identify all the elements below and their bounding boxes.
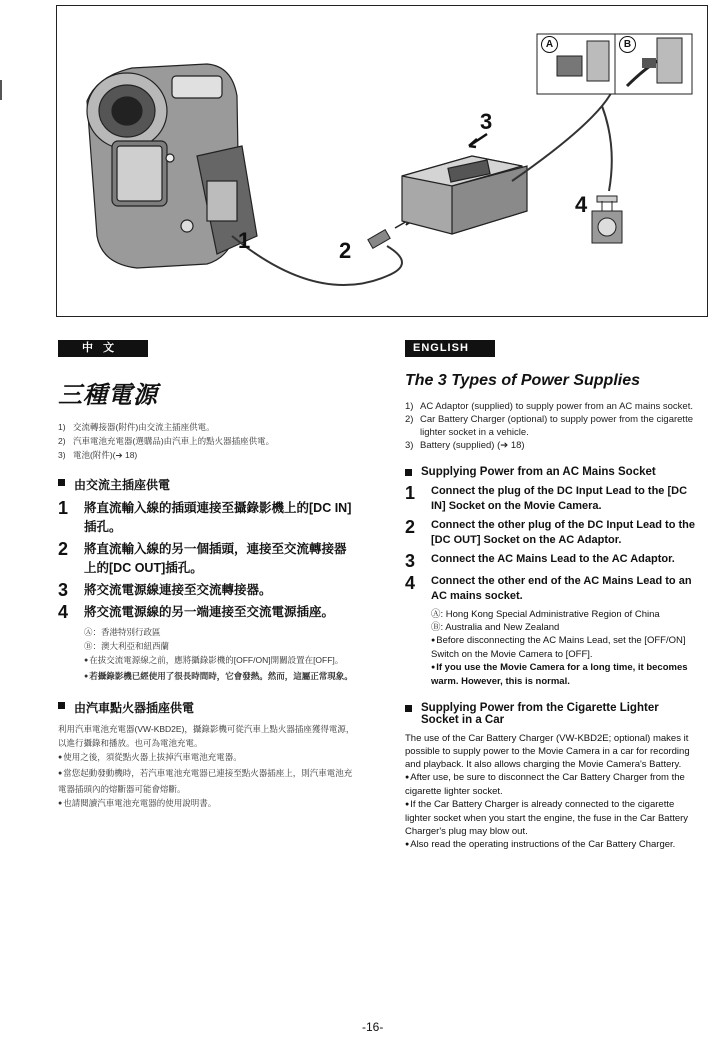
zh-section-ac: [58, 476, 358, 493]
callout-1: 1: [238, 228, 251, 253]
zh-step-text: 將交流電源線的另一端連接至交流電源插座。: [84, 605, 335, 619]
zh-intro-text-1: 交流轉接器(附件)由交流主插座供電。: [73, 422, 215, 432]
en-step-text: Connect the other end of the AC Mains Lead to an AC mains socket.: [431, 575, 692, 602]
en-intro-key-2: 2): [405, 414, 414, 425]
zh-step-2: [58, 540, 358, 578]
en-note-disconnect: ● Before disconnecting the AC Mains Lead, set the [OFF/ON] Switch on the Movie Camera to [OFF].: [431, 634, 697, 661]
en-intro-list: [405, 400, 697, 452]
ac-mains-lead-b: [602, 106, 612, 191]
en-intro-text-2: Car Battery Charger (optional) to supply power from the cigarette lighter socket in a vehicle.: [420, 414, 693, 438]
zh-title: 三種電源: [58, 382, 158, 409]
en-section-ac: [405, 466, 697, 478]
lang-tab-english: ENGLISH: [405, 340, 495, 357]
en-car-note-2: ● If the Car Battery Charger is already connected to the cigarette lighter socket when you start the engine, the fuse in the Car Battery Charger's plug may blow out.: [405, 798, 697, 838]
en-intro-text-1: AC Adaptor (supplied) to supply power from an AC mains socket.: [420, 401, 693, 412]
en-note-region-a: Ⓐ: Hong Kong Special Administrative Region of China: [431, 609, 660, 620]
zh-step-text: 將直流輸入線的另一個插頭，連接至交流轉接器上的[DC OUT]插孔。: [84, 542, 347, 575]
zh-step-number: 4: [58, 602, 69, 622]
power-connection-illustration: [57, 6, 708, 317]
zh-section-car: [58, 699, 358, 716]
zh-section-car-title: 由汽車點火器插座供電: [74, 701, 195, 715]
en-step-number: 1: [405, 483, 416, 503]
zh-intro-list: [58, 420, 358, 462]
page-edge-mark: [0, 80, 6, 100]
en-step-3: [405, 552, 697, 570]
zh-step-4-notes: [84, 625, 358, 685]
en-intro-key-1: 1): [405, 401, 414, 412]
zh-intro-text-2: 汽車電池充電器(選購品)由汽車上的點火器插座供電。: [73, 436, 275, 446]
en-car-note-1: ● After use, be sure to disconnect the Car Battery Charger from the cigarette lighter socket.: [405, 771, 697, 798]
zh-intro-key-1: 1): [58, 422, 66, 432]
en-step-4-notes: [431, 608, 697, 688]
zh-step-3: [58, 581, 358, 600]
en-section-car: [405, 702, 697, 726]
en-intro-text-3: Battery (supplied) (➔ 18): [420, 440, 525, 451]
lang-tab-chinese: 中文: [58, 340, 148, 357]
en-section-ac-title: Supplying Power from an AC Mains Socket: [421, 466, 656, 478]
zh-note-disconnect: ● 在拔交流電源線之前，應將攝錄影機的[OFF/ON]開關設置在[OFF]。: [84, 653, 358, 669]
zh-step-text: 將直流輸入線的插頭連接至攝錄影機上的[DC IN]插孔。: [84, 501, 352, 534]
arrow-3: [469, 134, 487, 147]
en-car-note-3: ● Also read the operating instructions of the Car Battery Charger.: [405, 838, 697, 852]
zh-step-text: 將交流電源線連接至交流轉接器。: [84, 583, 272, 597]
zh-step-number: 1: [58, 498, 69, 518]
zh-car-note-1: ● 使用之後，須從點火器上拔掉汽車電池充電器。: [58, 750, 358, 766]
zh-intro-key-2: 2): [58, 436, 66, 446]
illustration-panel: [56, 5, 708, 317]
zh-step-1: [58, 499, 358, 537]
page-number: -16-: [362, 1020, 384, 1034]
zh-car-note-2: ● 當您起動發動機時，若汽車電池充電器已連接至點火器插座上，則汽車電池充電器插頭內的熔斷器可能會熔斷。: [58, 766, 358, 796]
zh-note-region-b: Ⓑ：澳大利亞和紐西蘭: [84, 641, 170, 651]
zh-step-4: [58, 603, 358, 622]
callout-3: 3: [480, 109, 493, 134]
en-step-number: 2: [405, 517, 416, 537]
camcorder-drawing: [87, 64, 257, 268]
en-step-1: [405, 484, 697, 514]
en-step-text: Connect the plug of the DC Input Lead to the [DC IN] Socket on the Movie Camera.: [431, 485, 688, 512]
ac-adaptor-drawing: [402, 156, 527, 234]
en-step-number: 4: [405, 573, 416, 593]
callout-2: 2: [339, 238, 352, 263]
zh-note-region-a: Ⓐ：香港特別行政區: [84, 627, 161, 637]
inset-label-a: A: [541, 36, 558, 53]
en-step-text: Connect the other plug of the DC Input Lead to the [DC OUT] Socket on the AC Adaptor.: [431, 519, 695, 546]
en-step-number: 3: [405, 551, 416, 571]
zh-car-paragraph: 利用汽車電池充電器(VW-KBD2E)，攝錄影機可從汽車上點火器插座獲得電源，以進行攝錄和播放。也可為電池充電。: [58, 724, 355, 748]
en-car-paragraph: The use of the Car Battery Charger (VW-KBD2E; optional) makes it possible to supply power to the Movie Camera in a car for recording and playback. It also allows charging the Movie Camera's Battery.: [405, 733, 690, 770]
en-section-car-title: Supplying Power from the Cigarette Lighter Socket in a Car: [421, 702, 659, 726]
callout-4: 4: [575, 192, 588, 217]
en-intro-key-3: 3): [405, 440, 414, 451]
zh-car-note-3: ● 也請閱讀汽車電池充電器的使用說明書。: [58, 796, 358, 812]
en-step-4: [405, 574, 697, 604]
en-note-warm: ● If you use the Movie Camera for a long time, it becomes warm. However, this is normal.: [431, 661, 697, 688]
zh-step-number: 2: [58, 539, 69, 559]
inset-label-b: B: [619, 36, 636, 53]
wall-socket-drawing: [592, 196, 622, 243]
en-title: The 3 Types of Power Supplies: [405, 372, 641, 389]
zh-note-warm: ● 若攝錄影機已經使用了很長時間時，它會發熱。然而，這屬正常現象。: [84, 669, 358, 685]
zh-intro-text-3: 電池(附件)(➔ 18): [73, 450, 138, 460]
zh-intro-key-3: 3): [58, 450, 66, 460]
en-step-2: [405, 518, 697, 548]
zh-section-ac-title: 由交流主插座供電: [74, 478, 171, 492]
en-step-text: Connect the AC Mains Lead to the AC Adaptor.: [431, 553, 675, 565]
zh-step-number: 3: [58, 580, 69, 600]
chinese-column: [58, 338, 358, 812]
en-note-region-b: Ⓑ: Australia and New Zealand: [431, 622, 560, 633]
english-column: [405, 338, 697, 852]
